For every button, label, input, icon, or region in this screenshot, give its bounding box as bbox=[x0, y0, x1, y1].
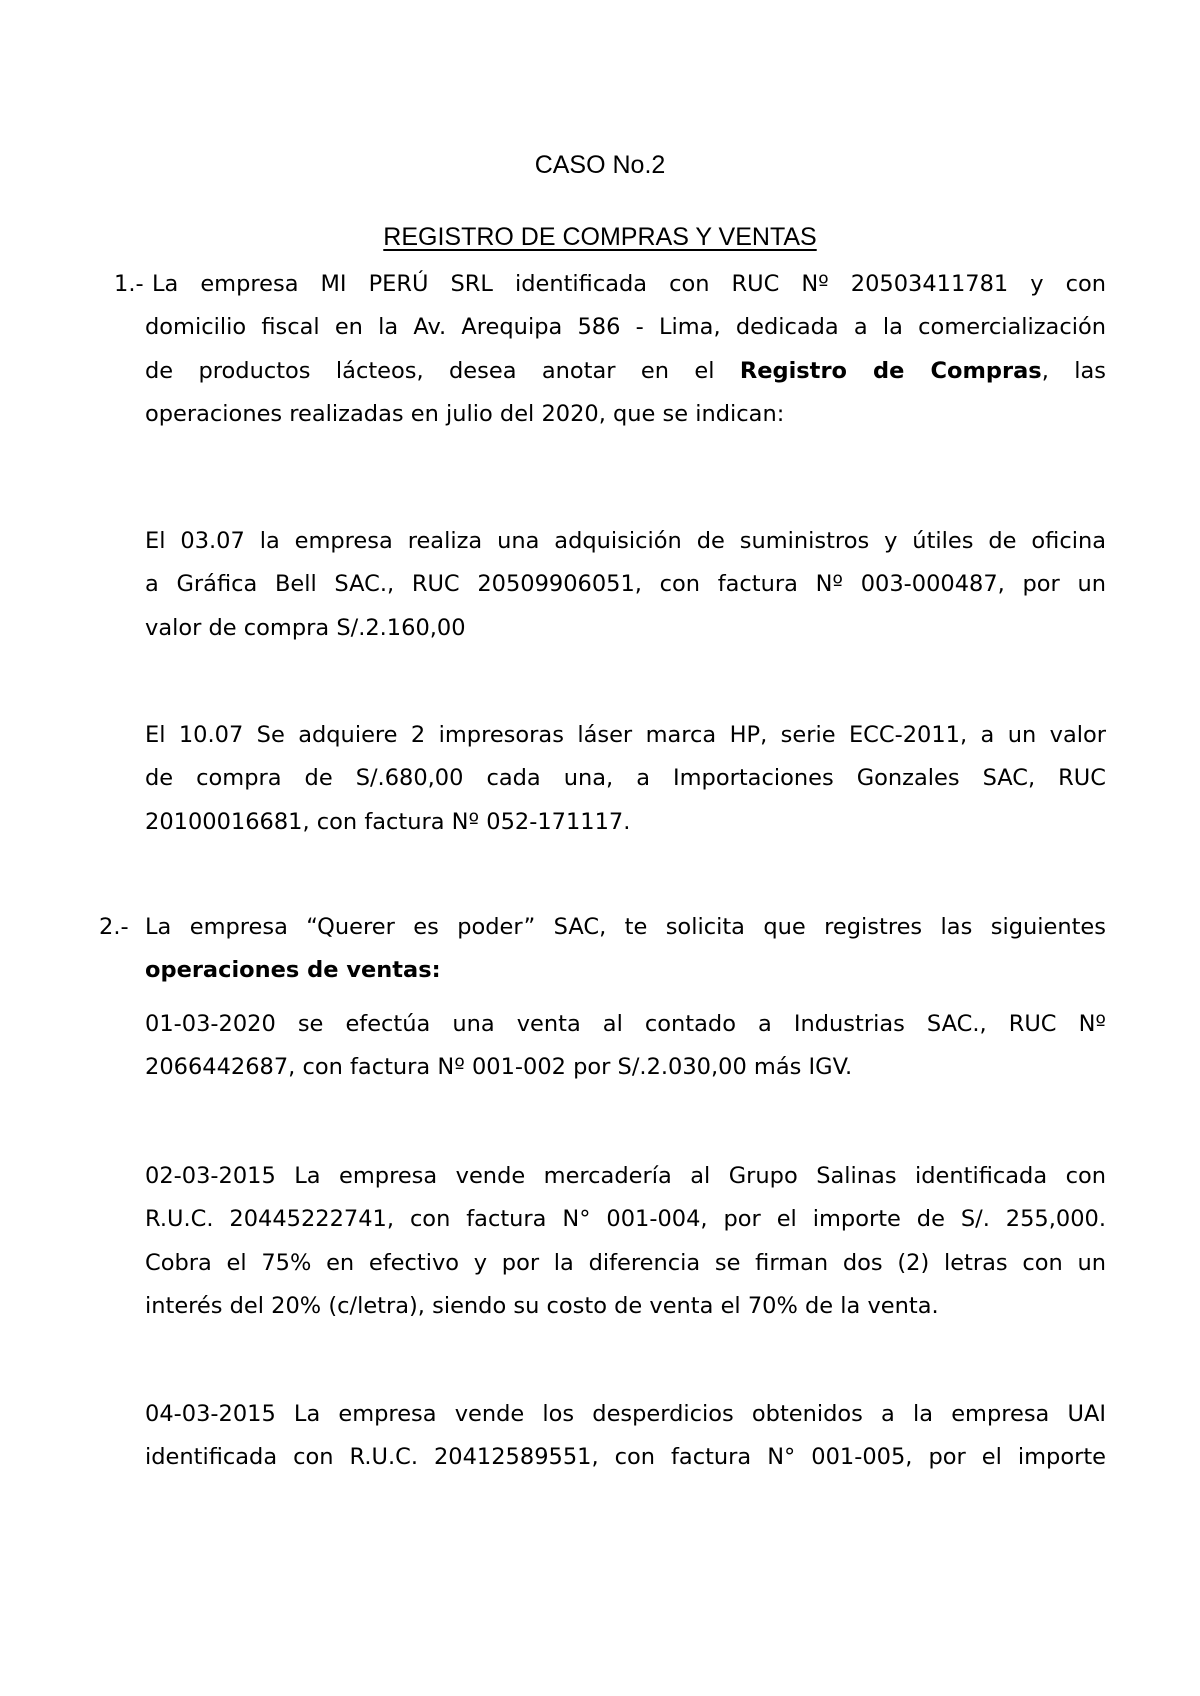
text-line: 2066442687, con factura Nº 001-002 por S/.2.030,00 más IGV. bbox=[145, 1054, 853, 1081]
text-line: El 10.07 Se adquiere 2 impresoras láser marca HP, serie ECC-2011, a un valor bbox=[145, 722, 1106, 748]
text-line bbox=[145, 350, 1106, 393]
text-line: interés del 20% (c/letra), siendo su costo de venta el 70% de la venta. bbox=[145, 1293, 939, 1320]
text-line: 01-03-2020 se efectúa una venta al contado a Industrias SAC., RUC Nº bbox=[145, 1011, 1106, 1037]
section-2-operation-2 bbox=[145, 1155, 1106, 1329]
text-line: R.U.C. 20445222741, con factura N° 001-004, por el importe de S/. 255,000. bbox=[145, 1206, 1106, 1233]
section-1-operation-1 bbox=[145, 520, 1106, 650]
text-line: Cobra el 75% en efectivo y por la diferencia se firman dos (2) letras con un bbox=[145, 1249, 1106, 1276]
section-2-intro bbox=[145, 906, 1106, 993]
text-line: El 03.07 la empresa realiza una adquisición de suministros y útiles de oficina bbox=[145, 528, 1106, 554]
text-line: identificada con R.U.C. 20412589551, con factura N° 001-005, por el importe bbox=[145, 1444, 1106, 1471]
text-line: valor de compra S/.2.160,00 bbox=[145, 614, 466, 641]
text-line: La empresa MI PERÚ SRL identificada con RUC Nº 20503411781 y con bbox=[152, 271, 1106, 297]
section-2-operation-1 bbox=[145, 1003, 1106, 1090]
document-title: CASO No.2 bbox=[534, 151, 666, 179]
text-line: 04-03-2015 La empresa vende los desperdicios obtenidos a la empresa UAI bbox=[145, 1401, 1106, 1427]
text-line: domicilio fiscal en la Av. Arequipa 586 - Lima, dedicada a la comercialización bbox=[145, 314, 1106, 341]
text-line: a Gráfica Bell SAC., RUC 20509906051, con factura Nº 003-000487, por un bbox=[145, 571, 1106, 598]
section-2-operation-3 bbox=[145, 1393, 1106, 1480]
document-subtitle: REGISTRO DE COMPRAS Y VENTAS bbox=[383, 223, 817, 251]
text-fragment: , las bbox=[1041, 357, 1106, 384]
bold-term: operaciones de ventas: bbox=[145, 957, 441, 984]
text-line: operaciones realizadas en julio del 2020, que se indican: bbox=[145, 401, 785, 428]
bold-term: Registro de Compras bbox=[739, 357, 1042, 384]
text-line: de compra de S/.680,00 cada una, a Importaciones Gonzales SAC, RUC bbox=[145, 765, 1106, 792]
text-fragment: de productos lácteos, desea anotar en el bbox=[145, 357, 715, 384]
section-2-number: 2.- bbox=[99, 914, 129, 940]
section-1-number: 1.- bbox=[114, 271, 144, 297]
text-line: 20100016681, con factura Nº 052-171117. bbox=[145, 808, 631, 835]
text-line: 02-03-2015 La empresa vende mercadería al Grupo Salinas identificada con bbox=[145, 1163, 1106, 1189]
section-1-intro bbox=[145, 263, 1106, 437]
text-line bbox=[145, 949, 1106, 992]
section-1-operation-2 bbox=[145, 714, 1106, 844]
text-line: La empresa “Querer es poder” SAC, te solicita que registres las siguientes bbox=[145, 914, 1106, 940]
